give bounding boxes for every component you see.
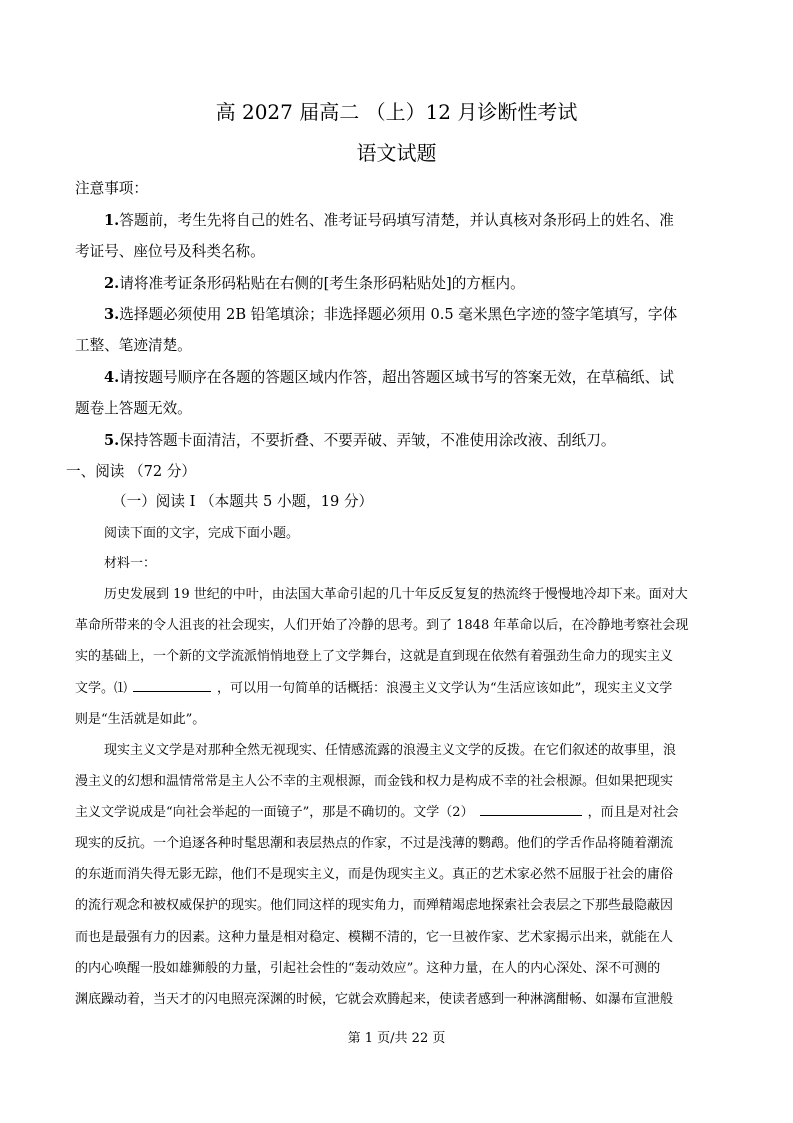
note-item-3-cont: 工整、笔迹清楚。	[75, 337, 192, 354]
passage-line: 的内心唤醒一股如雄狮般的力量，引起社会性的“轰动效应”。这种力量，在人的内心深处、深不可测的	[75, 961, 661, 976]
note-text: 请按题号顺序在各题的答题区域内作答，超出答题区域书写的答案无效，在草稿纸、试	[119, 369, 674, 386]
answer-blank-1	[133, 679, 211, 692]
section-sub-heading: （一）阅读 I （本题共 5 小题，19 分）	[112, 493, 374, 510]
passage-line: 的流行观念和被权威保护的现实。他们同这样的现实角力，而殚精竭虑地探索社会表层之下那些最隐蔽因	[75, 898, 674, 913]
passage-line	[75, 677, 672, 696]
passage-line: 漫主义的幻想和温情常常是主人公不幸的主观根源，而金钱和权力是构成不幸的社会根源。但如果把现实	[75, 774, 674, 789]
section-instruction: 阅读下面的文字，完成下面小题。	[104, 526, 300, 541]
passage-text: ，可以用一句简单的话概括：浪漫主义文学认为“生活应该如此”，现实主义文学	[217, 681, 673, 696]
note-item-3	[104, 303, 677, 324]
answer-blank-2	[480, 803, 582, 816]
note-text: 答题前，考生先将自己的姓名、准考证号码填写清楚，并认真核对条形码上的姓名、准	[119, 212, 674, 229]
passage-line: 实的基础上，一个新的文学流派悄悄地登上了文学舞台，这就是直到现在依然有着强劲生命力的现实主义	[75, 649, 674, 664]
passage-line: 则是“生活就是如此”。	[75, 712, 206, 727]
note-text: 保持答题卡面清洁，不要折叠、不要弄破、弄皱，不准使用涂改液、刮纸刀。	[119, 432, 616, 449]
note-num: 3.	[104, 306, 120, 323]
passage-text: 文学。⑴	[75, 681, 128, 696]
note-item-4-cont: 题卷上答题无效。	[75, 400, 192, 417]
material-label: 材料一：	[104, 556, 157, 571]
passage-line: 的东逝而消失得无影无踪，他们不是现实主义，而是伪现实主义。真正的艺术家必然不屈服于社会的庸俗	[75, 867, 674, 882]
exam-subtitle: 语文试题	[356, 141, 437, 165]
exam-title: 高 2027 届高二 （上）12 月诊断性考试	[215, 100, 578, 124]
passage-line: 革命所带来的令人沮丧的社会现实，人们开始了冷静的思考。到了 1848 年革命以后，在冷静地考察社会现	[75, 618, 689, 633]
note-item-2	[104, 272, 525, 293]
note-num: 4.	[104, 369, 120, 386]
passage-line: 渊底躁动着，当天才的闪电照亮深渊的时候，它就会欢腾起来，使读者感到一种淋漓酣畅、如瀑布宣泄般	[75, 992, 674, 1007]
passage-line: 历史发展到 19 世纪的中叶，由法国大革命引起的几十年反反复复的热流终于慢慢地冷却下来。面对大	[104, 587, 688, 602]
note-num: 1.	[104, 212, 120, 229]
note-text: 选择题必须使用 2B 铅笔填涂；非选择题必须用 0.5 毫米黑色字迹的签字笔填写，字体	[119, 306, 678, 323]
section-heading: 一、阅读 （72 分）	[66, 463, 197, 480]
passage-line: 现实的反抗。一个追逐各种时髦思潮和表层热点的作家，不过是浅薄的鹦鹉。他们的学舌作品将随着潮流	[75, 836, 674, 851]
page-footer: 第 1 页/共 22 页	[347, 1031, 446, 1046]
passage-text: ，而且是对社会	[587, 805, 679, 820]
note-text: 请将准考证条形码粘贴在右侧的[考生条形码粘贴处]的方框内。	[119, 275, 525, 292]
note-item-4	[104, 366, 674, 387]
note-item-1-cont: 考证号、座位号及科类名称。	[75, 243, 265, 260]
passage-text: 主义文学说成是“向社会举起的一面镜子”，那是不确切的。文学（2）	[75, 805, 474, 820]
note-num: 5.	[104, 432, 120, 449]
passage-line: 而也是最强有力的因素。这种力量是相对稳定、模糊不清的，它一旦被作家、艺术家揭示出来，就能在人	[75, 930, 674, 945]
note-item-1	[104, 209, 674, 230]
note-num: 2.	[104, 275, 120, 292]
passage-line: 现实主义文学是对那种全然无视现实、任情感流露的浪漫主义文学的反拨。在它们叙述的故事里，浪	[104, 743, 677, 758]
passage-line	[75, 801, 679, 820]
notes-heading: 注意事项：	[75, 180, 148, 197]
note-item-5	[104, 429, 615, 450]
